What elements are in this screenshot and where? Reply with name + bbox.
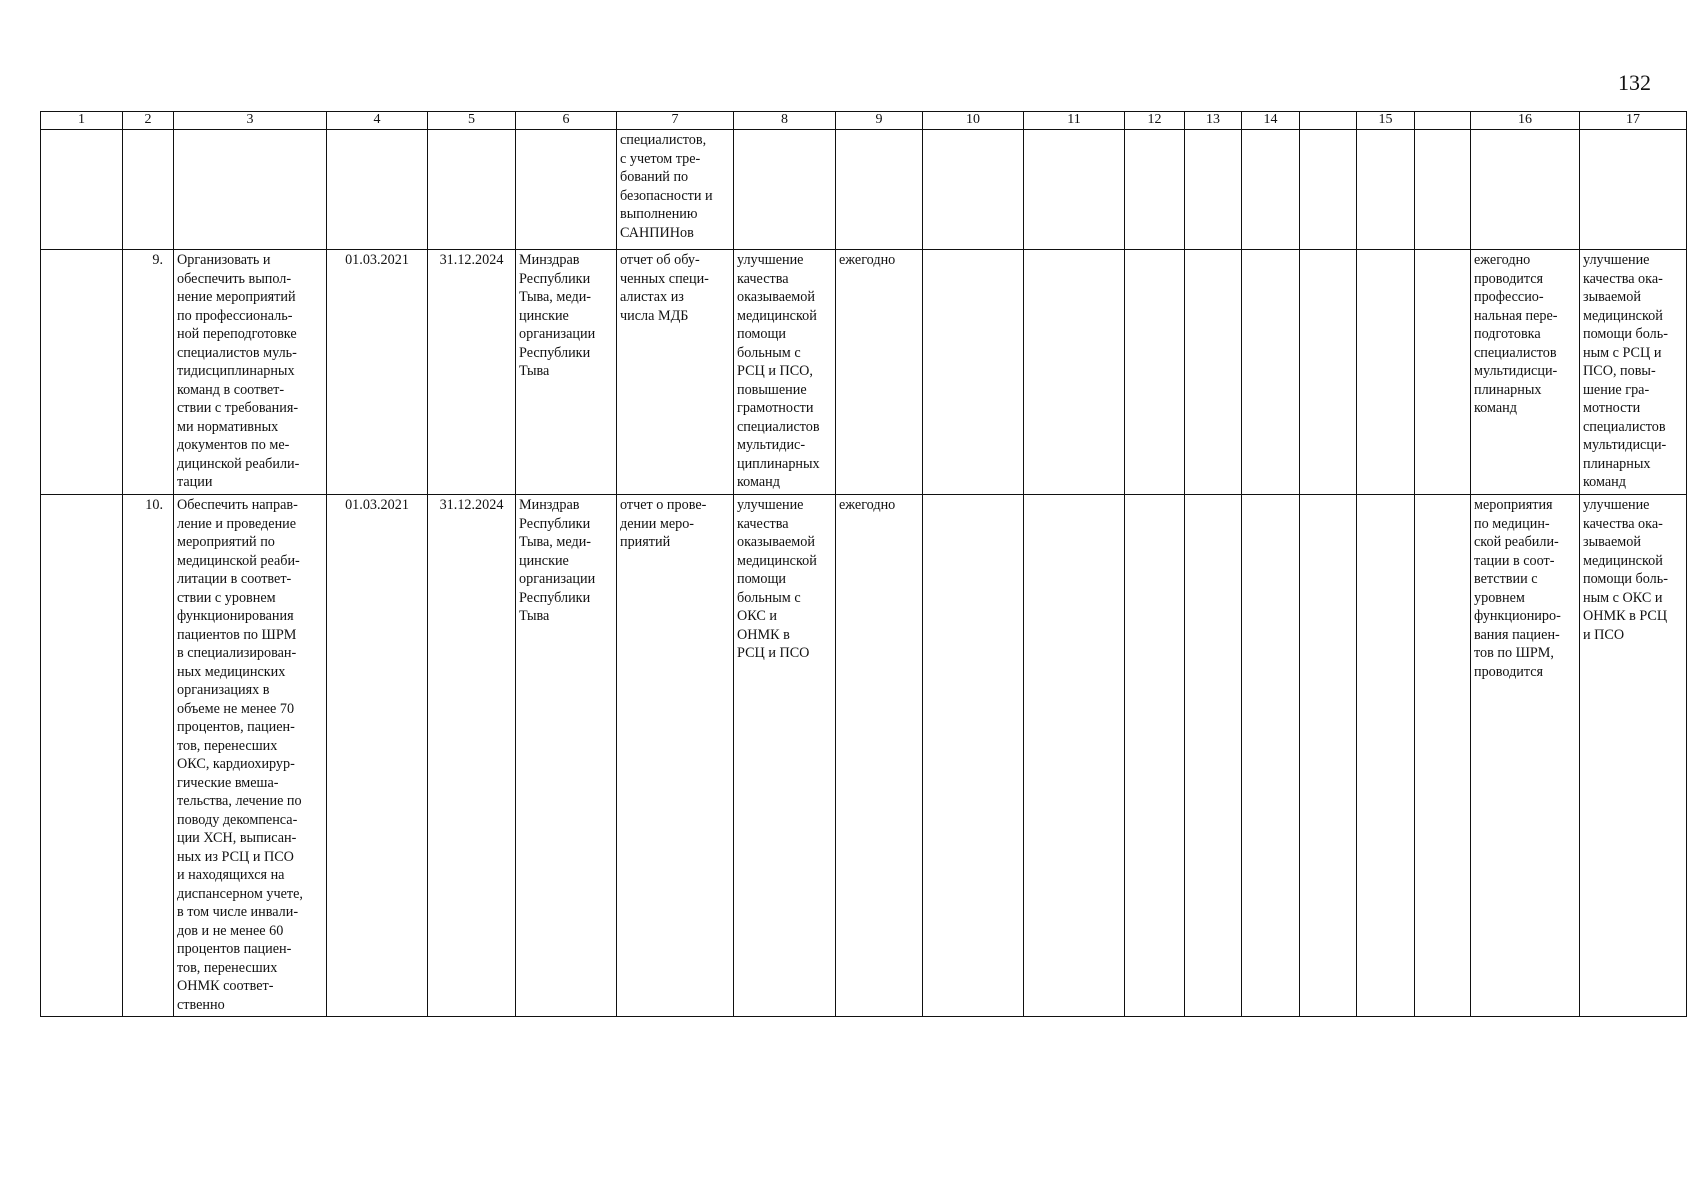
column-number: 5 bbox=[428, 112, 516, 130]
page-number: 132 bbox=[1618, 70, 1651, 95]
column-number: 4 bbox=[327, 112, 428, 130]
start-date: 01.03.2021 bbox=[327, 495, 428, 1017]
report-cell: отчет об обу- ченных специ- алистах из числа МДБ bbox=[617, 250, 734, 495]
effect-cell: улучшение качества ока- зываемой медицинской помощи боль- ным с ОКС и ОНМК в РСЦ и ПСО bbox=[1580, 495, 1687, 1017]
column-number: 3 bbox=[174, 112, 327, 130]
indicator-cell: мероприятия по медицин- ской реабили- тации в соот- ветствии с уровнем функциониро- вания пациен- тов по ШРМ, проводится bbox=[1471, 495, 1580, 1017]
end-date: 31.12.2024 bbox=[428, 250, 516, 495]
column-number: 15 bbox=[1357, 112, 1415, 130]
plan-table bbox=[40, 111, 1687, 1017]
responsible-cell: Минздрав Республики Тыва, меди- цинские организации Республики Тыва bbox=[516, 495, 617, 1017]
result-cell: улучшение качества оказываемой медицинской помощи больным с ОКС и ОНМК в РСЦ и ПСО bbox=[734, 495, 836, 1017]
column-number bbox=[1415, 112, 1471, 130]
column-number: 12 bbox=[1125, 112, 1185, 130]
table-row bbox=[41, 250, 1687, 495]
column-number: 7 bbox=[617, 112, 734, 130]
report-cell: специалистов, с учетом тре- бований по безопасности и выполнению САНПИНов bbox=[617, 130, 734, 250]
column-number bbox=[1300, 112, 1357, 130]
indicator-cell: ежегодно проводится профессио- нальная пере- подготовка специалистов мультидисци- плинарных команд bbox=[1471, 250, 1580, 495]
column-number: 14 bbox=[1242, 112, 1300, 130]
frequency-cell: ежегодно bbox=[836, 250, 923, 495]
column-number: 16 bbox=[1471, 112, 1580, 130]
column-number: 11 bbox=[1024, 112, 1125, 130]
end-date: 31.12.2024 bbox=[428, 495, 516, 1017]
table-row bbox=[41, 130, 1687, 250]
column-number: 2 bbox=[123, 112, 174, 130]
start-date: 01.03.2021 bbox=[327, 250, 428, 495]
column-number: 9 bbox=[836, 112, 923, 130]
activity-cell: Организовать и обеспечить выпол- нение мероприятий по профессиональ- ной переподготовке специалистов муль- тидисциплинарных команд в соответ- ствии с требования- ми нормативных документов по ме- дицинской реабили- тации bbox=[174, 250, 327, 495]
row-number: 10. bbox=[123, 495, 174, 1017]
column-number-row bbox=[41, 112, 1687, 130]
column-number: 8 bbox=[734, 112, 836, 130]
responsible-cell: Минздрав Республики Тыва, меди- цинские организации Республики Тыва bbox=[516, 250, 617, 495]
table-row bbox=[41, 495, 1687, 1017]
column-number: 17 bbox=[1580, 112, 1687, 130]
column-number: 13 bbox=[1185, 112, 1242, 130]
frequency-cell: ежегодно bbox=[836, 495, 923, 1017]
column-number: 1 bbox=[41, 112, 123, 130]
column-number: 6 bbox=[516, 112, 617, 130]
activity-cell: Обеспечить направ- ление и проведение мероприятий по медицинской реаби- литации в соответ- ствии с уровнем функционирования пациентов по ШРМ в специализирован- ных медицинских организациях в объеме не менее 70 процентов, пациен- тов, перенесших ОКС, кардиохирур- гические вмеша- тельства, лечение по поводу декомпенса- ции ХСН, выписан- ных из РСЦ и ПСО и находящихся на диспансерном учете, в том числе инвали- дов и не менее 60 процентов пациен- тов, перенесших ОНМК соответ- ственно bbox=[174, 495, 327, 1017]
result-cell: улучшение качества оказываемой медицинской помощи больным с РСЦ и ПСО, повышение грамотности специалистов мультидис- циплинарных команд bbox=[734, 250, 836, 495]
column-number: 10 bbox=[923, 112, 1024, 130]
report-cell: отчет о прове- дении меро- приятий bbox=[617, 495, 734, 1017]
effect-cell: улучшение качества ока- зываемой медицинской помощи боль- ным с РСЦ и ПСО, повы- шение гра- мотности специалистов мультидисци- плинарных команд bbox=[1580, 250, 1687, 495]
row-number: 9. bbox=[123, 250, 174, 495]
